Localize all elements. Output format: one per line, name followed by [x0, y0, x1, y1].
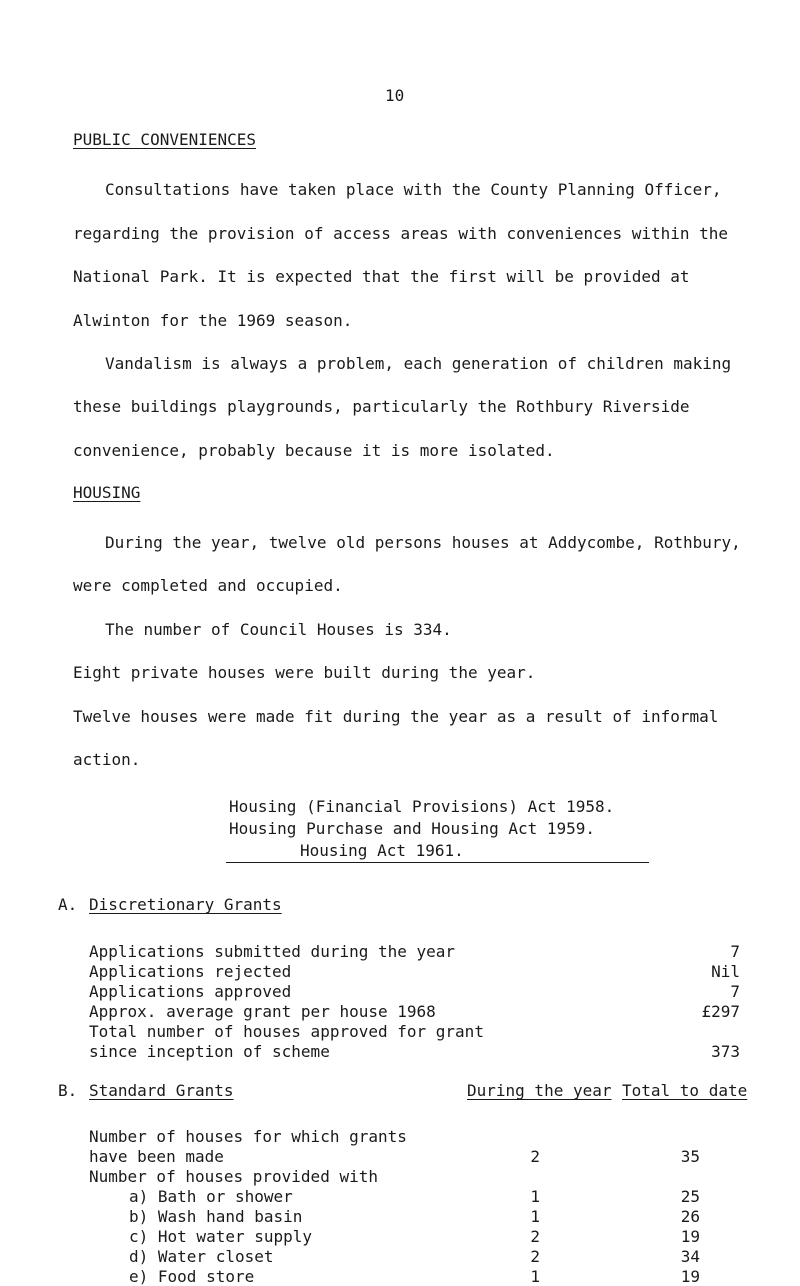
section-heading-housing: HOUSING [73, 483, 141, 502]
table-row-label: Number of houses for which grants [89, 1127, 407, 1146]
table-cell-year: 1 [530, 1267, 540, 1286]
section-heading-public-conveniences: PUBLIC CONVENIENCES [73, 130, 257, 149]
table-row-label: a) Bath or shower [129, 1187, 293, 1206]
column-header-total-to-date: Total to date [622, 1081, 748, 1100]
table-cell-year: 2 [530, 1247, 540, 1266]
table-row-label: Number of houses provided with [89, 1167, 378, 1186]
paragraph-line: The number of Council Houses is 334. [105, 620, 452, 639]
table-row-label: Total number of houses approved for grant [89, 1022, 484, 1041]
page-number: 10 [385, 86, 405, 105]
table-cell-year: 2 [530, 1147, 540, 1166]
table-row-value: Nil [711, 962, 740, 981]
table-cell-year: 1 [530, 1187, 540, 1206]
column-header-during-year: During the year [467, 1081, 612, 1100]
paragraph-line: National Park. It is expected that the first will be provided at [73, 267, 690, 286]
section-letter-b: B. [58, 1081, 78, 1100]
paragraph-line: Eight private houses were built during the year. [73, 663, 536, 682]
table-row-label: c) Hot water supply [129, 1227, 313, 1246]
paragraph-line: Consultations have taken place with the County Planning Officer, [105, 180, 722, 199]
table-cell-year: 1 [530, 1207, 540, 1226]
table-row-label: Applications submitted during the year [89, 942, 456, 961]
table-row-label: d) Water closet [129, 1247, 274, 1266]
divider [226, 862, 649, 863]
table-row-label: since inception of scheme [89, 1042, 330, 1061]
table-row-label: Applications approved [89, 982, 292, 1001]
table-row-label: have been made [89, 1147, 224, 1166]
paragraph-line: During the year, twelve old persons houses at Addycombe, Rothbury, [105, 533, 741, 552]
table-row-label: Approx. average grant per house 1968 [89, 1002, 436, 1021]
table-row-value: 7 [730, 982, 740, 1001]
table-row-value: £297 [701, 1002, 740, 1021]
act-title: Housing Purchase and Housing Act 1959. [229, 819, 596, 838]
table-cell-total: 25 [680, 1187, 700, 1206]
act-title: Housing (Financial Provisions) Act 1958. [229, 797, 615, 816]
paragraph-line: convenience, probably because it is more isolated. [73, 441, 555, 460]
section-letter-a: A. [58, 895, 78, 914]
table-row-value: 7 [730, 942, 740, 961]
standard-grants-heading: Standard Grants [89, 1081, 234, 1100]
act-title: Housing Act 1961. [300, 841, 464, 860]
paragraph-line: action. [73, 750, 141, 769]
table-row-label: b) Wash hand basin [129, 1207, 303, 1226]
paragraph-line: Alwinton for the 1969 season. [73, 311, 353, 330]
table-cell-year: 2 [530, 1227, 540, 1246]
paragraph-line: Twelve houses were made fit during the year as a result of informal [73, 707, 719, 726]
paragraph-line: these buildings playgrounds, particularly the Rothbury Riverside [73, 397, 690, 416]
paragraph-line: Vandalism is always a problem, each generation of children making [105, 354, 732, 373]
paragraph-line: regarding the provision of access areas with conveniences within the [73, 224, 729, 243]
table-cell-total: 34 [680, 1247, 700, 1266]
table-row-label: e) Food store [129, 1267, 255, 1286]
discretionary-grants-heading: Discretionary Grants [89, 895, 282, 914]
paragraph-line: were completed and occupied. [73, 576, 343, 595]
table-cell-total: 19 [680, 1267, 700, 1286]
table-cell-total: 19 [680, 1227, 700, 1246]
table-row-label: Applications rejected [89, 962, 292, 981]
table-cell-total: 35 [680, 1147, 700, 1166]
table-row-value: 373 [711, 1042, 740, 1061]
table-cell-total: 26 [680, 1207, 700, 1226]
